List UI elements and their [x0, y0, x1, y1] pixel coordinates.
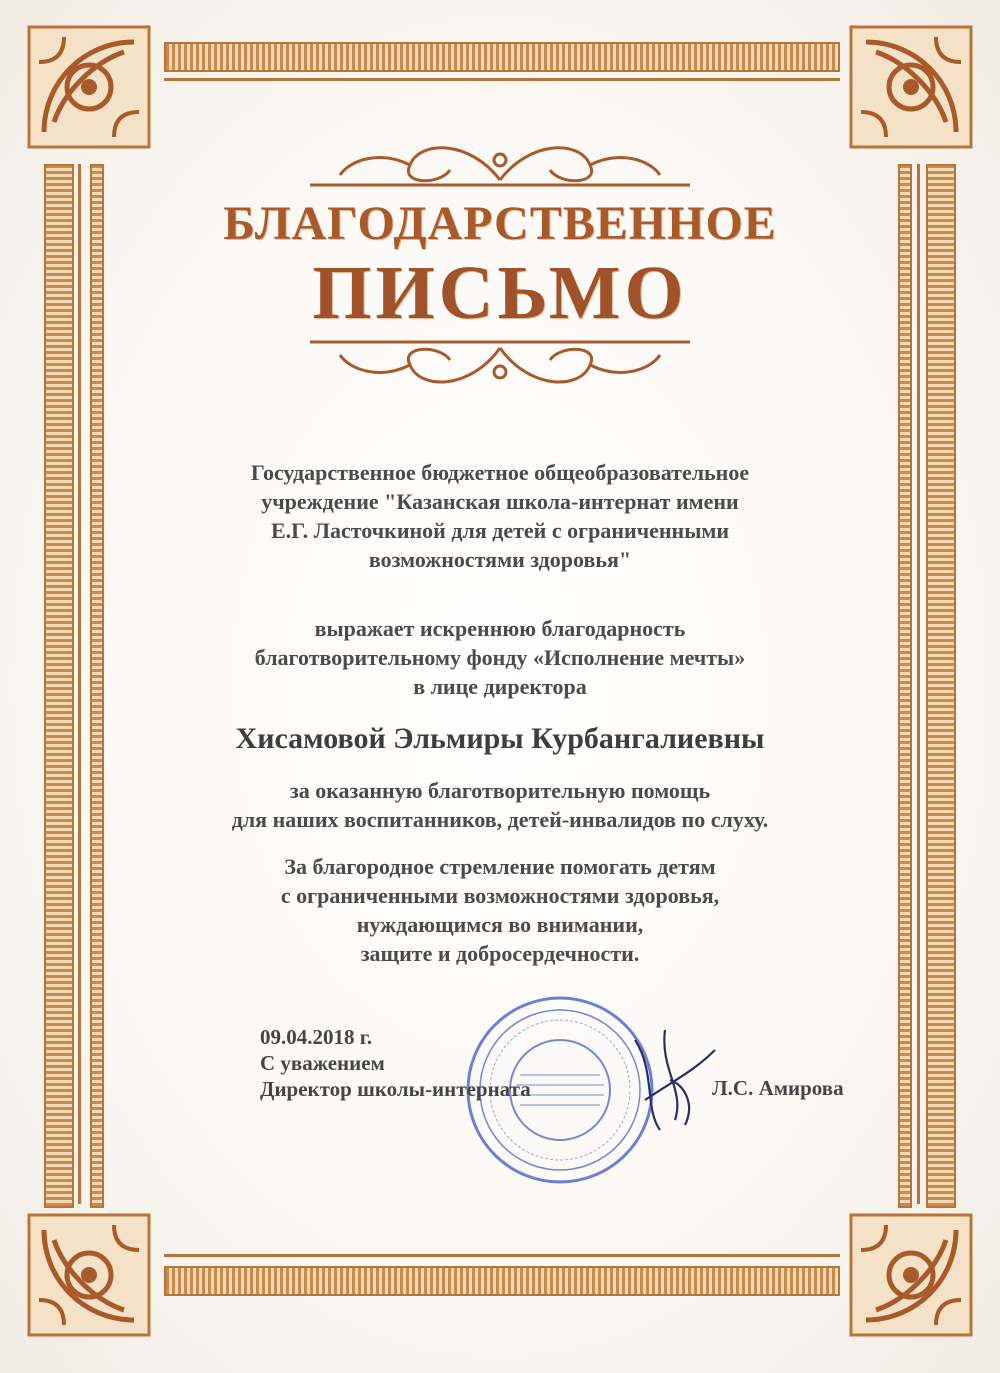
- issuer-line: Е.Г. Ласточкиной для детей с ограниченными: [270, 518, 730, 543]
- issuer-line: Государственное бюджетное общеобразовательное: [250, 460, 750, 485]
- reason-line: для наших воспитанников, детей-инвалидов по слуху.: [231, 807, 769, 832]
- frame-bottom-band: [164, 1266, 840, 1296]
- title-line-1: БЛАГОДАРСТВЕННОЕ: [223, 197, 777, 250]
- frame-bottom-line: [164, 1254, 840, 1257]
- issuer-line: возможностями здоровья": [368, 547, 632, 572]
- regards-text: С уважением: [260, 1051, 385, 1075]
- top-flourish: [300, 130, 700, 200]
- frame-left-line: [78, 164, 81, 1204]
- issuer-line: учреждение "Казанская школа-интернат имени: [261, 489, 739, 514]
- gratitude-line: выражает искреннюю благодарность: [314, 616, 686, 641]
- corner-ornament-bottom-right: [846, 1210, 976, 1340]
- reason-block: [150, 776, 850, 834]
- bottom-flourish: [300, 330, 700, 400]
- appreciation-line: с ограниченными возможностями здоровья,: [280, 883, 720, 908]
- frame-right-inner-band: [898, 164, 912, 1208]
- appreciation-line: защите и добросердечности.: [360, 941, 640, 966]
- appreciation-line: За благородное стремление помогать детям: [284, 854, 716, 879]
- frame-left-band: [44, 164, 74, 1208]
- gratitude-line: в лице директора: [413, 674, 587, 699]
- gratitude-block: [150, 614, 850, 701]
- corner-ornament-bottom-left: [24, 1210, 154, 1340]
- frame-left-inner-band: [90, 164, 104, 1208]
- issuer-block: [150, 458, 850, 574]
- reason-line: за оказанную благотворительную помощь: [289, 778, 711, 803]
- recipient-name: Хисамовой Эльмиры Курбангалиевны: [235, 722, 765, 755]
- corner-ornament-top-left: [24, 22, 154, 152]
- signer-name: Л.С. Амирова: [712, 1076, 844, 1100]
- corner-ornament-top-right: [846, 22, 976, 152]
- appreciation-block: [150, 852, 850, 968]
- letter-date: 09.04.2018 г.: [260, 1025, 373, 1049]
- frame-top-band: [164, 42, 840, 72]
- appreciation-line: нуждающимся во внимании,: [356, 912, 644, 937]
- frame-top-line: [164, 78, 840, 81]
- frame-right-band: [926, 164, 956, 1208]
- frame-right-line: [917, 164, 920, 1204]
- gratitude-line: благотворительному фонду «Исполнение мечты»: [254, 645, 746, 670]
- signer-position: Директор школы-интерната: [260, 1077, 531, 1101]
- title-line-2: ПИСЬМО: [312, 251, 688, 335]
